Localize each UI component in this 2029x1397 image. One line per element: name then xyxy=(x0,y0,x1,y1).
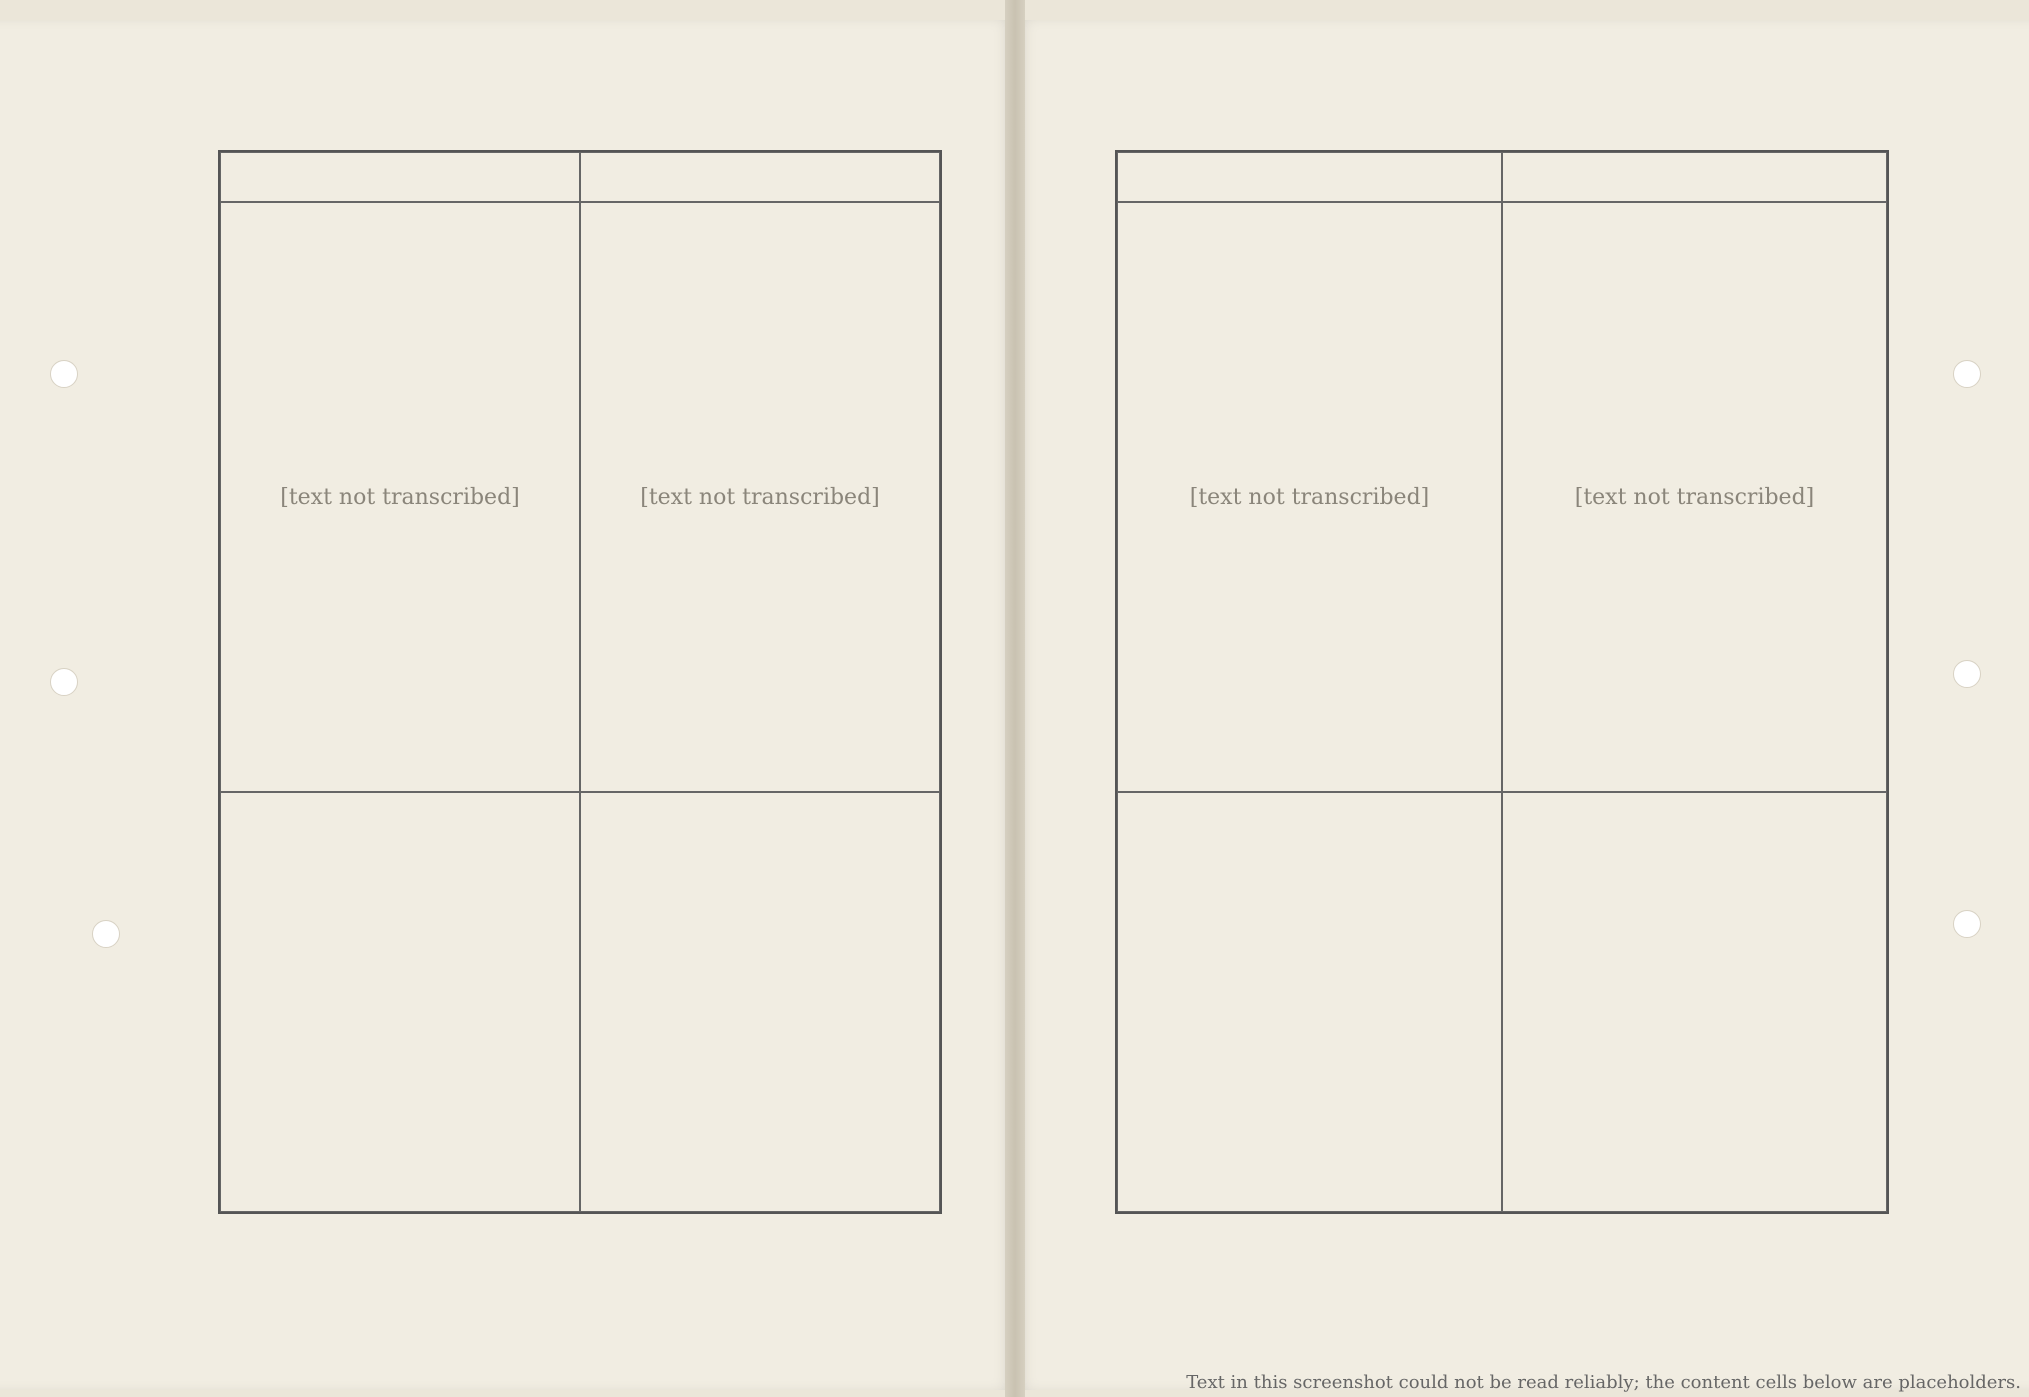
table-footer-cell xyxy=(1502,792,1887,1212)
table-footer-cell xyxy=(220,792,580,1212)
punch-hole-icon xyxy=(1953,660,1981,688)
punch-hole-icon xyxy=(1953,360,1981,388)
right-review-table xyxy=(1115,150,1889,1214)
notice-text: Text in this screenshot could not be read reliably; the content cells below are placeholders. xyxy=(1186,1372,2021,1393)
placeholder-text: [text not transcribed] xyxy=(280,484,520,510)
placeholder-text: [text not transcribed] xyxy=(640,484,880,510)
table-header-cell xyxy=(1502,152,1887,202)
punch-hole-icon xyxy=(92,920,120,948)
table-body-cell xyxy=(1502,202,1887,792)
table-body-cell xyxy=(220,202,580,792)
table-header-cell xyxy=(220,152,580,202)
placeholder-text: [text not transcribed] xyxy=(1574,484,1815,510)
table-footer-cell xyxy=(580,792,940,1212)
table-footer-cell xyxy=(1117,792,1502,1212)
punch-hole-icon xyxy=(1953,910,1981,938)
table-header-cell xyxy=(1117,152,1502,202)
left-review-table xyxy=(218,150,942,1214)
table-body-cell xyxy=(580,202,940,792)
punch-hole-icon xyxy=(50,360,78,388)
punch-hole-icon xyxy=(50,668,78,696)
table-body-cell xyxy=(1117,202,1502,792)
placeholder-text: [text not transcribed] xyxy=(1189,484,1430,510)
table-header-cell xyxy=(580,152,940,202)
binding-gutter xyxy=(1005,0,1025,1397)
